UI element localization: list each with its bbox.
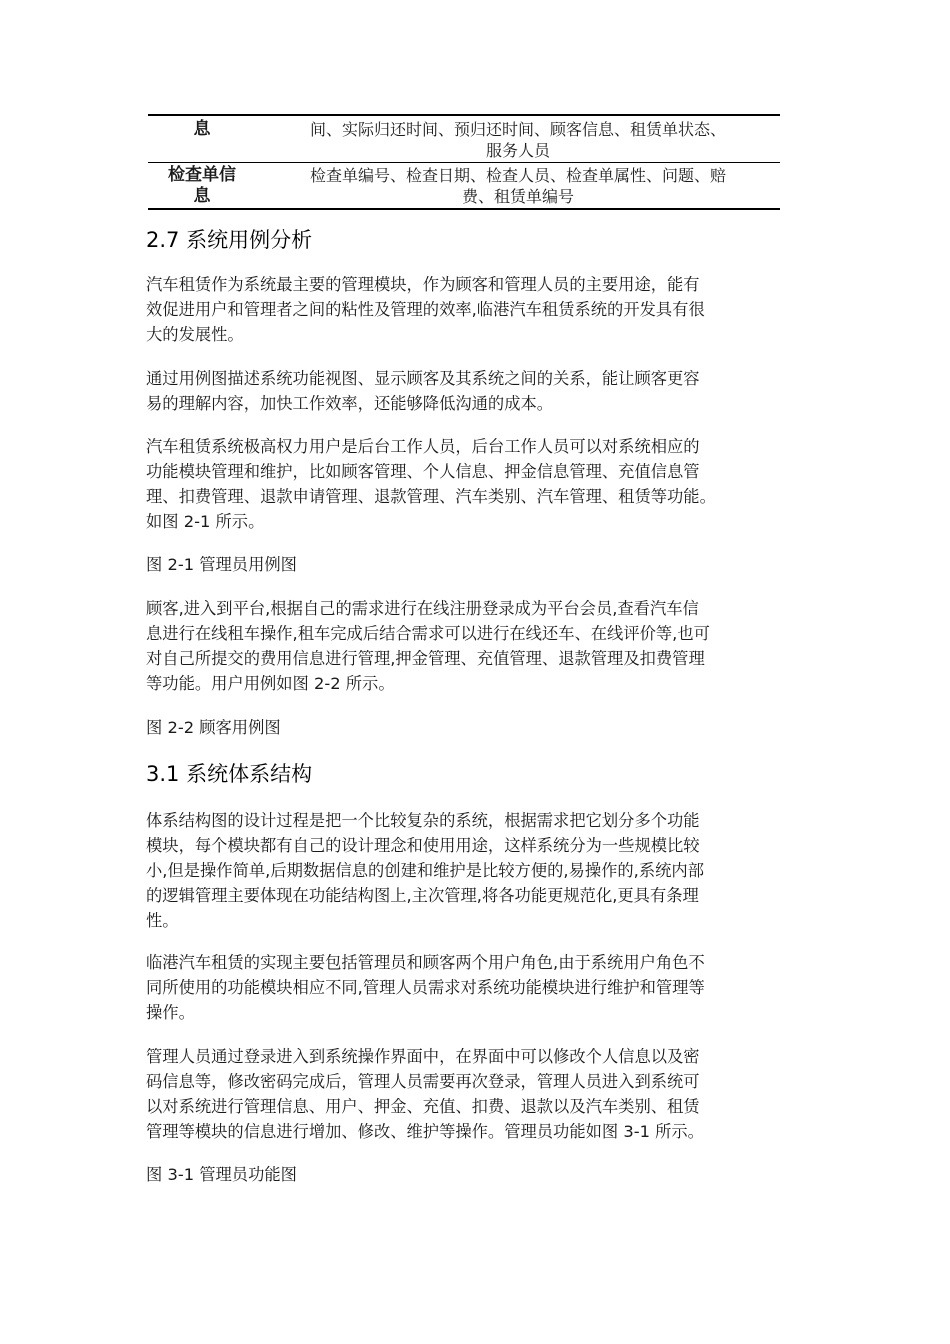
paragraph-line: 顾客,进入到平台,根据自己的需求进行在线注册登录成为平台会员,查看汽车信 xyxy=(146,599,699,618)
table-row xyxy=(148,115,780,163)
table-cell-entity xyxy=(148,163,256,210)
paragraph-line: 模块，每个模块都有自己的设计理念和使用用途，这样系统分为一些规模比较 xyxy=(146,836,700,855)
paragraph-line: 体系结构图的设计过程是把一个比较复杂的系统，根据需求把它划分多个功能 xyxy=(146,811,700,830)
section-heading-3-1: 3.1 系统体系结构 xyxy=(146,762,313,786)
entity-attribute-table xyxy=(148,114,780,210)
paragraph-line: 的逻辑管理主要体现在功能结构图上,主次管理,将各功能更规范化,更具有条理 xyxy=(146,886,699,905)
paragraph-line: 理、扣费管理、退款申请管理、退款管理、汽车类别、汽车管理、租赁等功能。 xyxy=(146,487,716,506)
table-cell-line: 费、租赁单编号 xyxy=(461,187,574,206)
section-heading-2-7: 2.7 系统用例分析 xyxy=(146,228,313,252)
paragraph xyxy=(146,808,806,933)
paragraph-line: 息进行在线租车操作,租车完成后结合需求可以进行在线还车、在线评价等,也可 xyxy=(146,624,710,643)
table-cell-line: 息 xyxy=(193,119,211,139)
table-cell-line: 服务人员 xyxy=(485,141,550,160)
table-cell-line: 间、实际归还时间、预归还时间、顾客信息、租赁单状态、 xyxy=(309,120,726,139)
paragraph-line: 等功能。用户用例如图 2-2 所示。 xyxy=(146,674,395,693)
paragraph-line: 效促进用户和管理者之间的粘性及管理的效率,临港汽车租赁系统的开发具有很 xyxy=(146,300,705,319)
figure-caption-2-1: 图 2-1 管理员用例图 xyxy=(146,555,297,574)
paragraph-line: 汽车租赁作为系统最主要的管理模块，作为顾客和管理人员的主要用途，能有 xyxy=(146,275,700,294)
paragraph xyxy=(146,596,806,696)
paragraph-line: 对自己所提交的费用信息进行管理,押金管理、充值管理、退款管理及扣费管理 xyxy=(146,649,705,668)
table-cell-entity xyxy=(148,115,256,163)
paragraph xyxy=(146,434,806,534)
paragraph xyxy=(146,950,806,1025)
figure-caption-2-2: 图 2-2 顾客用例图 xyxy=(146,718,281,737)
paragraph-line: 易的理解内容，加快工作效率，还能够降低沟通的成本。 xyxy=(146,394,554,413)
paragraph-line: 汽车租赁系统极高权力用户是后台工作人员，后台工作人员可以对系统相应的 xyxy=(146,437,700,456)
paragraph-line: 管理等模块的信息进行增加、修改、维护等操作。管理员功能如图 3-1 所示。 xyxy=(146,1122,704,1141)
table-cell-line: 息 xyxy=(193,186,211,206)
table-cell-line: 检查单信 xyxy=(168,165,236,185)
paragraph-line: 以对系统进行管理信息、用户、押金、充值、扣费、退款以及汽车类别、租赁 xyxy=(146,1097,700,1116)
paragraph xyxy=(146,366,806,416)
paragraph-line: 功能模块管理和维护，比如顾客管理、个人信息、押金信息管理、充值信息管 xyxy=(146,462,700,481)
paragraph-line: 大的发展性。 xyxy=(146,325,244,344)
paragraph-line: 临港汽车租赁的实现主要包括管理员和顾客两个用户角色,由于系统用户角色不 xyxy=(146,953,705,972)
paragraph-line: 管理人员通过登录进入到系统操作界面中，在界面中可以修改个人信息以及密 xyxy=(146,1047,700,1066)
paragraph xyxy=(146,272,806,347)
paragraph-line: 性。 xyxy=(146,911,179,930)
table-cell-attributes xyxy=(256,163,780,210)
paragraph xyxy=(146,1044,806,1144)
figure-caption-3-1: 图 3-1 管理员功能图 xyxy=(146,1165,297,1184)
paragraph-line: 小,但是操作简单,后期数据信息的创建和维护是比较方便的,易操作的,系统内部 xyxy=(146,861,704,880)
paragraph-line: 如图 2-1 所示。 xyxy=(146,512,265,531)
paragraph-line: 同所使用的功能模块相应不同,管理人员需求对系统功能模块进行维护和管理等 xyxy=(146,978,705,997)
paragraph-line: 码信息等，修改密码完成后，管理人员需要再次登录，管理人员进入到系统可 xyxy=(146,1072,700,1091)
table-cell-line: 检查单编号、检查日期、检查人员、检查单属性、问题、赔 xyxy=(309,166,726,185)
table-cell-attributes xyxy=(256,115,780,163)
table-row xyxy=(148,163,780,210)
paragraph-line: 操作。 xyxy=(146,1003,195,1022)
paragraph-line: 通过用例图描述系统功能视图、显示顾客及其系统之间的关系，能让顾客更容 xyxy=(146,369,700,388)
